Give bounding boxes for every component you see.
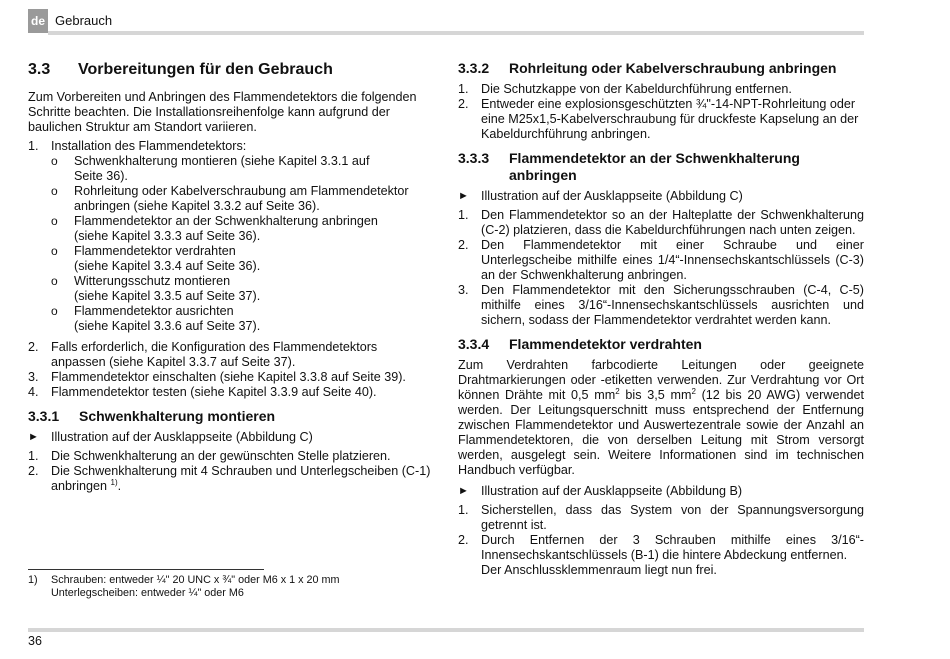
sub-list-item: o Flammendetektor ausrichten (siehe Kapitel 3.3.6 auf Seite 37). (51, 304, 261, 333)
sub-list-item: o Witterungsschutz montieren (siehe Kapitel 3.3.5 auf Seite 37). (51, 274, 261, 303)
arrow-icon: ► (28, 431, 39, 443)
page-number: 36 (28, 634, 42, 648)
list-item: 1. Die Schwenkhalterung an der gewünschten Stelle platzieren. (28, 449, 391, 463)
list-item: 1. Installation des Flammendetektors: (28, 139, 247, 153)
list-item: 2. Entweder eine explosionsgeschützten ¾"-14-NPT-Rohrleitung oder eine M25x1,5-Kabelverschraubung für druckfeste Kapselung an der Kabeldurchführung anbringen. (458, 97, 859, 141)
sub-list-item: o Flammendetektor an der Schwenkhalterung anbringen (siehe Kapitel 3.3.3 auf Seite 36). (51, 214, 378, 243)
page-header (28, 9, 864, 33)
section-heading-3-3-4: 3.3.4 Flammendetektor verdrahten (458, 336, 702, 352)
illustration-reference: ► Illustration auf der Ausklappseite (Abbildung C) (28, 430, 313, 444)
list-item: 2. Durch Entfernen der 3 Schrauben mithilfe eines 3/16“-Innensechskantschlüssels (B-1) die hintere Abdeckung entfernen. Der Anschlussklemmenraum liegt nun frei. (458, 533, 864, 577)
arrow-icon: ► (458, 190, 469, 202)
language-tab: de (28, 9, 48, 33)
arrow-icon: ► (458, 485, 469, 497)
illustration-reference: ► Illustration auf der Ausklappseite (Abbildung B) (458, 484, 743, 498)
footnote: 1) Schrauben: entweder ¼" 20 UNC x ¾" oder M6 x 1 x 20 mm Unterlegscheiben: entweder ¼" oder M6 (28, 574, 340, 599)
sub-list-item: o Schwenkhalterung montieren (siehe Kapitel 3.3.1 auf Seite 36). (51, 154, 370, 183)
list-item: 3. Den Flammendetektor mit den Sicherungsschrauben (C-4, C-5) mithilfe eines 3/16“-Innensechskantschlüssels ausrichten und sichern, sodass der Flammendetektor verdrahtet werden kann. (458, 283, 864, 327)
header-rule (48, 31, 864, 35)
section-title: Vorbereitungen für den Gebrauch (78, 61, 333, 78)
header-title: Gebrauch (55, 13, 113, 28)
footer-rule (28, 628, 864, 632)
list-item: 1. Sicherstellen, dass das System von der Spannungsversorgung getrennt ist. (458, 503, 864, 532)
list-item: 2. Den Flammendetektor mit einer Schraube und einer Unterlegscheibe mithilfe eines 1/4“-Innensechskantschlüssels (C-3) an der Schwenkhalterung anbringen. (458, 238, 864, 282)
footnote-rule (28, 569, 264, 570)
section-heading-3-3-1: 3.3.1 Schwenkhalterung montieren (28, 408, 276, 424)
list-item: 4. Flammendetektor testen (siehe Kapitel 3.3.9 auf Seite 40). (28, 385, 377, 399)
list-item: 1. Die Schutzkappe von der Kabeldurchführung entfernen. (458, 82, 792, 96)
list-item: 3. Flammendetektor einschalten (siehe Kapitel 3.3.8 auf Seite 39). (28, 370, 406, 384)
footnote-ref: 1) (110, 477, 118, 487)
section-heading-3-3-3: 3.3.3 Flammendetektor an der Schwenkhalterung anbringen (458, 150, 800, 183)
list-item: 1. Den Flammendetektor so an der Halteplatte der Schwenkhalterung (C-2) platzieren, dass die Kabeldurchführungen nach unten zeigen. (458, 208, 864, 237)
section-heading-3-3 (28, 60, 433, 80)
wiring-paragraph: Zum Verdrahten farbcodierte Leitungen oder geeignete Drahtmarkierungen oder -etiketten verwenden. Zur Verdrahtung vor Ort können Drähte mit 0,5 $mm^2$ bis 3,5 $mm^2$ (12 bis 20 AWG) verwendet werden. Der Leitungsquerschnitt muss entsprechend der Entfernung zwischen Flammendetektor und Auswertezentrale sowie der Anzahl an Flammendetektoren, die von derselben Leitung mit Strom versorgt werden, ausgelegt sein. Weitere Informationen sind im technischen Handbuch verfügbar. (458, 358, 864, 477)
list-item: 2. Die Schwenkhalterung mit 4 Schrauben und Unterlegscheiben (C-1) anbringen $^{1)}$. (28, 464, 431, 493)
right-column (458, 60, 864, 578)
illustration-reference: ► Illustration auf der Ausklappseite (Abbildung C) (458, 189, 743, 203)
section-number: 3.3 (28, 61, 51, 78)
list-item: 2. Falls erforderlich, die Konfiguration des Flammendetektors anpassen (siehe Kapitel 3.3.7 auf Seite 37). (28, 340, 378, 369)
sub-list-item: o Rohrleitung oder Kabelverschraubung am Flammendetektor anbringen (siehe Kapitel 3.3.2 auf Seite 36). (51, 184, 409, 213)
left-column (28, 60, 433, 494)
section-heading-3-3-2: 3.3.2 Rohrleitung oder Kabelverschraubung anbringen (458, 60, 837, 76)
sub-list-item: o Flammendetektor verdrahten (siehe Kapitel 3.3.4 auf Seite 36). (51, 244, 261, 273)
intro-paragraph: Zum Vorbereiten und Anbringen des Flammendetektors die folgenden Schritte beachten. Die Installationsreihenfolge kann aufgrund der baulichen Struktur am Standort variieren. (28, 90, 417, 134)
